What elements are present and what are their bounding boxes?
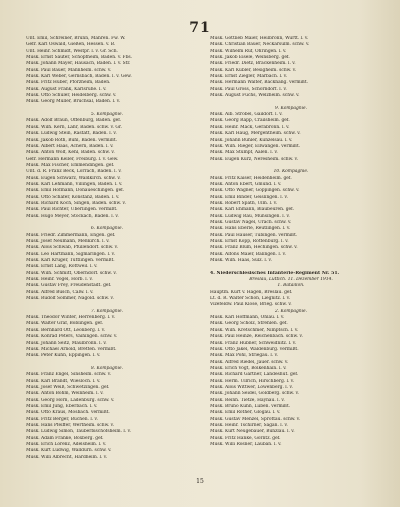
left-column-text-line: Musk. Wilh. Schmitt, Oberndorf. schw. v. bbox=[26, 270, 117, 276]
right-column-text-line: Musk. Wilhelm Ruf, Öhringen. l. v. bbox=[210, 48, 287, 54]
right-column-text-line: Musk. Robert Späth, Ulm. l. v. bbox=[210, 200, 278, 206]
left-column-text-line: Musk. Ernst Sauter, Schopfheim, Baden. v. Fbs. bbox=[26, 55, 133, 61]
left-column-text-line: Musk. Gustav Frey, Freudenstadt. gef. bbox=[26, 283, 112, 289]
left-column-text-line: Musk. Emil Hofmann, Donaueschingen. gef. bbox=[26, 188, 125, 194]
right-column-text-line: Musk. Christian Bauer, Neckarsulm. schw. v. bbox=[210, 42, 310, 48]
left-column-text-line: Musk. Alois Schwab, Pfullendorf. schw. v. bbox=[26, 245, 118, 251]
right-column-text-line: Musk. Wilh. Kretschmer, Nimptsch. l. v. bbox=[210, 327, 299, 333]
left-column-text-line: Musk. Anton Wolf, Kehl, Baden. schw. v. bbox=[26, 150, 115, 156]
left-column-text-line: Musk. Ernst Lang, Rottweil. l. v. bbox=[26, 264, 98, 270]
right-column-text-line: Musk. Gustav Menzel, Sprottau. schw. v. bbox=[210, 416, 301, 422]
left-column-text-line: Musk. Friedr. Zimmermann, Engen. gef. bbox=[26, 232, 116, 238]
right-column-text-line: Musk. Georg Scholz, Strehlen. gef. bbox=[210, 321, 288, 327]
right-column-text-line: Musk. Karl Hoffmann, Ohlau. l. v. bbox=[210, 315, 285, 321]
right-column-text-line: Musk. Ludwig Rau, Münsingen. l. v. bbox=[210, 213, 290, 219]
left-column bbox=[26, 36, 188, 461]
left-column-text-line: Musk. Karl Brandt, Wiesloch. l. v. bbox=[26, 378, 101, 384]
right-column bbox=[210, 36, 372, 448]
right-column-text-line: Musk. Johann Seidel, Goldberg. schw. v. bbox=[210, 391, 299, 397]
left-column-text-line: Musk. Josef Neumann, Meßkirch. l. v. bbox=[26, 239, 110, 244]
right-column-text-line: Musk. Heinr. Mack, Gerabronn. l. v. bbox=[210, 124, 290, 130]
right-column-text-line: Musk. Kurt Neugebauer, Bunzlau. l. v. bbox=[210, 429, 295, 435]
right-column-text-line: Musk. Johann Bühler, Künzelsau. l. v. bbox=[210, 137, 293, 143]
left-column-text-line: Musk. Erich Lorenz, Adelsheim. l. v. bbox=[26, 442, 107, 447]
left-column-text-line: Musk. Rudolf Sommer, Nagold. schw. v. bbox=[26, 296, 114, 302]
right-column-text-line: Musk. Heinr. Tschirner, Sagan. l. v. bbox=[210, 422, 288, 428]
right-column-text-line: Musk. Anton Ebert, Gmünd. l. v. bbox=[210, 181, 282, 187]
right-column-text-line: Musk. Wilh. Haas, Sulz. l. v. bbox=[210, 258, 272, 264]
right-column-text-line: Musk. Paul Hauser, Tübingen. vermißt. bbox=[210, 232, 298, 238]
left-column-subheading: 7. Kompagnie. bbox=[90, 308, 124, 314]
left-column-text-line: Musk. Wilh. Kern, Lahr, Baden. schw. v. Gr. bbox=[26, 124, 122, 130]
right-column-text-line: Musk. Otto Jäkel, Waldenburg. vermißt. bbox=[210, 346, 299, 352]
left-column-text-line: Gefr. Hermann Keller, Freiburg. l. v. Gew. bbox=[26, 156, 119, 162]
right-column-subheading: Breslau, Lüttich. 11. Dezember 1914. bbox=[249, 277, 333, 283]
left-column-subheading: 6. Kompagnie. bbox=[90, 226, 124, 232]
right-column-subheading: 10. Kompagnie. bbox=[273, 169, 309, 175]
left-column-text-line: Musk. Michael Arnold, Bretten. vermißt. bbox=[26, 346, 117, 352]
right-column-subheading: 9. Kompagnie. bbox=[274, 105, 308, 111]
right-column-text-line: Musk. Ernst Ziegler, Marbach. l. v. bbox=[210, 74, 288, 80]
right-column-text-line: Hauptm. Kurt v. Hagen, Breslau. gef. bbox=[210, 289, 293, 295]
right-column-subheading: 1. Bataillon. bbox=[277, 283, 305, 289]
right-column-text-line: Musk. Alfons Maier, Balingen. l. v. bbox=[210, 251, 286, 257]
left-column-text-line: Musk. Fritz Berger, Buchen. l. v. bbox=[26, 416, 98, 422]
right-column-text-line: Musk. Wilh. Rieger, Ellwangen. vermißt. bbox=[210, 143, 301, 149]
left-column-text-line: Musk. Josef Weiß, Schwetzingen. gef. bbox=[26, 384, 110, 390]
right-column-text-line: Musk. Alois Wittwer, Löwenberg. l. v. bbox=[210, 384, 293, 390]
left-column-text-line: Musk. Alfred Busch, Calw. l. v. bbox=[26, 289, 94, 295]
right-column-text-line: Musk. Reinh. Tietze, Haynau. l. v. bbox=[210, 397, 285, 403]
right-column-text-line: Musk. Paul Gross, Schorndorf. l. v. bbox=[210, 86, 287, 92]
left-column-text-line: Unt. d. R. Franz Beck, Lörrach, Baden. l. v. bbox=[26, 169, 122, 175]
left-column-text-line: Musk. Otto Schäfer, Konstanz, Baden. l. v. bbox=[26, 194, 120, 200]
right-column-text-line: Musk. Herm. Ullrich, Hirschberg. l. v. bbox=[210, 378, 295, 384]
left-column-text-line: Musk. Hans Pfeiffer, Wertheim. schw. v. bbox=[26, 422, 114, 428]
right-column-text-line: Musk. Erich Vogt, Bolkenhain. l. v. bbox=[210, 365, 287, 371]
left-column-text-line: Musk. Jakob Roth, Bühl, Baden. vermißt. bbox=[26, 137, 118, 143]
left-column-text-line: Musk. Bernhard Ott, Leonberg. l. v. bbox=[26, 327, 106, 333]
page-number: 71 bbox=[189, 20, 211, 36]
left-column-text-line: Musk. Ludwig Stein, Rastatt, Baden. l. v. bbox=[26, 131, 117, 137]
right-column-text-line: Musk. Willi Rösner, Lauban. l. v. bbox=[210, 442, 282, 447]
right-column-text-line: Musk. Otto Wagner, Göppingen. schw. v. bbox=[210, 188, 300, 194]
left-column-text-line: Musk. Georg Müller, Bruchsal, Baden. l. v. bbox=[26, 99, 121, 105]
left-column-text-line: Musk. August Frank, Karlsruhe. l. v. bbox=[26, 86, 107, 92]
right-column-text-line: Musk. Franz Hübner, Schweidnitz. l. v. bbox=[210, 340, 297, 346]
right-column-text-line: Musk. Max Stumpf, Aalen. l. v. bbox=[210, 150, 278, 156]
right-column-text-line: Musk. Gottlieb Maier, Heilbronn, Württ. l. v. bbox=[210, 36, 309, 41]
left-column-text-line: Musk. Fritz Huber, Pforzheim, Baden. bbox=[26, 80, 111, 86]
left-column-text-line: Musk. Willi Albrecht, Hardheim. l. v. bbox=[26, 454, 108, 460]
right-column-text-line: Musk. Fritz Kaiser, Heidenheim. gef. bbox=[210, 175, 292, 181]
right-column-text-line: Musk. Karl Kübler, Besigheim. schw. v. bbox=[210, 67, 297, 73]
right-column-text-line: Musk. Ernst Kopp, Rottenburg. l. v. bbox=[210, 239, 289, 244]
left-column-text-line: Musk. Max Fischer, Emmendingen. gef. bbox=[26, 162, 115, 168]
left-column-text-line: Musk. Anton Böhm, Weinheim. l. v. bbox=[26, 391, 104, 397]
right-column-text-line: Musk. Bruno Kühn, Lüben. vermißt. bbox=[210, 403, 291, 409]
left-column-text-line: Musk. Heinr. Vogel, Horb. l. v. bbox=[26, 277, 93, 283]
left-column-text-line: Musk. Karl Krüger, Tuttlingen. vermißt. bbox=[26, 258, 115, 264]
left-column-subheading: 5. Kompagnie. bbox=[90, 112, 124, 118]
left-column-text-line: Gefr. Karl Oswald, Gießen, Hessen. v. B. bbox=[26, 42, 116, 48]
right-column-section-title: 4. Niederschlesisches Infanterie-Regiment Nr. 51. bbox=[210, 270, 340, 276]
right-column-text-line: Musk. Paul Heinze, Reichenbach. schw. v. bbox=[210, 334, 303, 340]
right-column-text-line: Musk. August Fuchs, Welzheim. schw. v. bbox=[210, 93, 300, 99]
left-column-text-line: Musk. Otto Schuler, Heidelberg. schw. v. bbox=[26, 93, 117, 99]
right-column-text-line: Musk. Emil Binder, Geislingen. l. v. bbox=[210, 194, 288, 200]
left-column-text-line: Musk. Karl Lehmann, Villingen, Baden. l. v. bbox=[26, 181, 123, 187]
right-column-text-line: Musk. Friedr. Dietz, Brackenheim. l. v. bbox=[210, 61, 296, 67]
right-column-text-line: Musk. Eugen Kurz, Neresheim. schw. v. bbox=[210, 156, 299, 162]
left-column-text-line: Musk. Theodor Winter, Herrenberg. l. v. bbox=[26, 315, 116, 321]
right-column-text-line: Musk. Karl Haug, Mergentheim. schw. v. bbox=[210, 131, 301, 137]
right-column-text-line: Musk. Georg Rapp, Crailsheim. gef. bbox=[210, 118, 290, 124]
left-column-text-line: Musk. Georg Horn, Ladenburg. schw. v. bbox=[26, 397, 115, 403]
left-column-text-line: Musk. Karl Weber, Gernsbach, Baden. l. v. Gew. bbox=[26, 74, 132, 80]
left-column-text-line: Musk. Johann Seitz, Maulbronn. l. v. bbox=[26, 340, 107, 346]
left-column-text-line: Musk. Eugen Schwarz, Waldkirch. schw. v. bbox=[26, 175, 121, 181]
left-column-text-line: Musk. Johann Mayer, Hausach, Baden. l. v. Str. bbox=[26, 61, 131, 67]
right-column-text-line: Musk. Richard Gärtner, Landeshut. gef. bbox=[210, 372, 299, 378]
right-column-text-line: Musk. Alb. Strobel, Gaildorf. l. v. bbox=[210, 112, 283, 118]
right-column-text-line: Musk. Karl Ehmann, Blaubeuren. gef. bbox=[210, 207, 294, 213]
left-column-text-line: Musk. Adam Franke, Boxberg. gef. bbox=[26, 435, 104, 441]
right-column-text-line: Musk. Hermann Walter, Backnang. vermißt. bbox=[210, 80, 308, 86]
right-column-text-line: Musk. Hans Eberle, Reutlingen. l. v. bbox=[210, 226, 291, 232]
left-column-text-line: Musk. Albert Haas, Achern, Baden. l. v. bbox=[26, 143, 114, 149]
left-column-text-line: Unt. Heinr. Schmidt, Westpr. l. v. Gr. Sch. bbox=[26, 48, 118, 54]
right-column-text-line: Musk. Emil Rother, Glogau. l. v. bbox=[210, 410, 281, 416]
left-column-text-line: Musk. Hugo Meyer, Stockach, Baden. l. v. bbox=[26, 213, 119, 219]
right-column-text-line: Musk. Fritz Hanke, Görlitz. gef. bbox=[210, 435, 281, 441]
left-column-text-line: Musk. Adolf Braun, Offenburg, Baden. gef. bbox=[26, 118, 122, 124]
left-column-text-line: Musk. Paul Bauer, Mannheim. schw. v. bbox=[26, 67, 112, 73]
right-column-text-line: Musk. Jakob Eisele, Weinsberg. gef. bbox=[210, 55, 290, 61]
left-column-text-line: Musk. Walter Graf, Böblingen. gef. bbox=[26, 321, 104, 327]
left-column-text-line: Musk. Franz Engel, Sinsheim. schw. v. bbox=[26, 372, 112, 378]
right-column-text-line: Lt. d. R. Walter Schön, Liegnitz. l. v. bbox=[210, 296, 291, 302]
left-column-text-line: Musk. Kurt Ludwig, Walldürn. schw. v. bbox=[26, 448, 112, 454]
right-column-subheading: 2. Kompagnie. bbox=[274, 308, 308, 314]
left-column-text-line: Musk. Richard Koch, Singen, Baden. schw. v. bbox=[26, 200, 126, 206]
left-column-text-line: Musk. Otto Kraus, Mosbach. vermißt. bbox=[26, 410, 110, 416]
right-column-text-line: Musk. Max Pohl, Striegau. l. v. bbox=[210, 353, 278, 359]
right-column-text-line: Musk. Alfred Riedel, Jauer. schw. v. bbox=[210, 359, 289, 365]
footer-mark: 15 bbox=[196, 478, 204, 485]
right-column-text-line: Musk. Franz Blum, Hechingen. schw. v. bbox=[210, 245, 298, 251]
paper-edge-shading bbox=[360, 0, 400, 507]
left-column-text-line: Musk. Ludwig Simon, Tauberbischofsheim. l. v. bbox=[26, 429, 131, 435]
left-column-subheading: 8. Kompagnie. bbox=[90, 365, 124, 371]
left-column-text-line: Musk. Leo Hartmann, Sigmaringen. l. v. bbox=[26, 251, 116, 257]
left-column-text-line: Musk. Paul Richter, Überlingen. vermißt. bbox=[26, 207, 118, 213]
right-column-text-line: Vizefeldw. Paul Klose, Brieg. schw. v. bbox=[210, 302, 292, 308]
right-column-text-line: Musk. Gustav Nagel, Urach. schw. v. bbox=[210, 219, 292, 225]
left-column-text-line: Musk. Emil Jung, Eberbach. l. v. bbox=[26, 403, 98, 409]
left-column-text-line: Musk. Konrad Peters, Vaihingen. schw. v. bbox=[26, 334, 118, 340]
left-column-text-line: Unt. Emil, Schreiner, Brünn, Mähren. Fw. W. bbox=[26, 36, 126, 41]
left-column-text-line: Musk. Peter Kuhn, Eppingen. l. v. bbox=[26, 353, 101, 359]
